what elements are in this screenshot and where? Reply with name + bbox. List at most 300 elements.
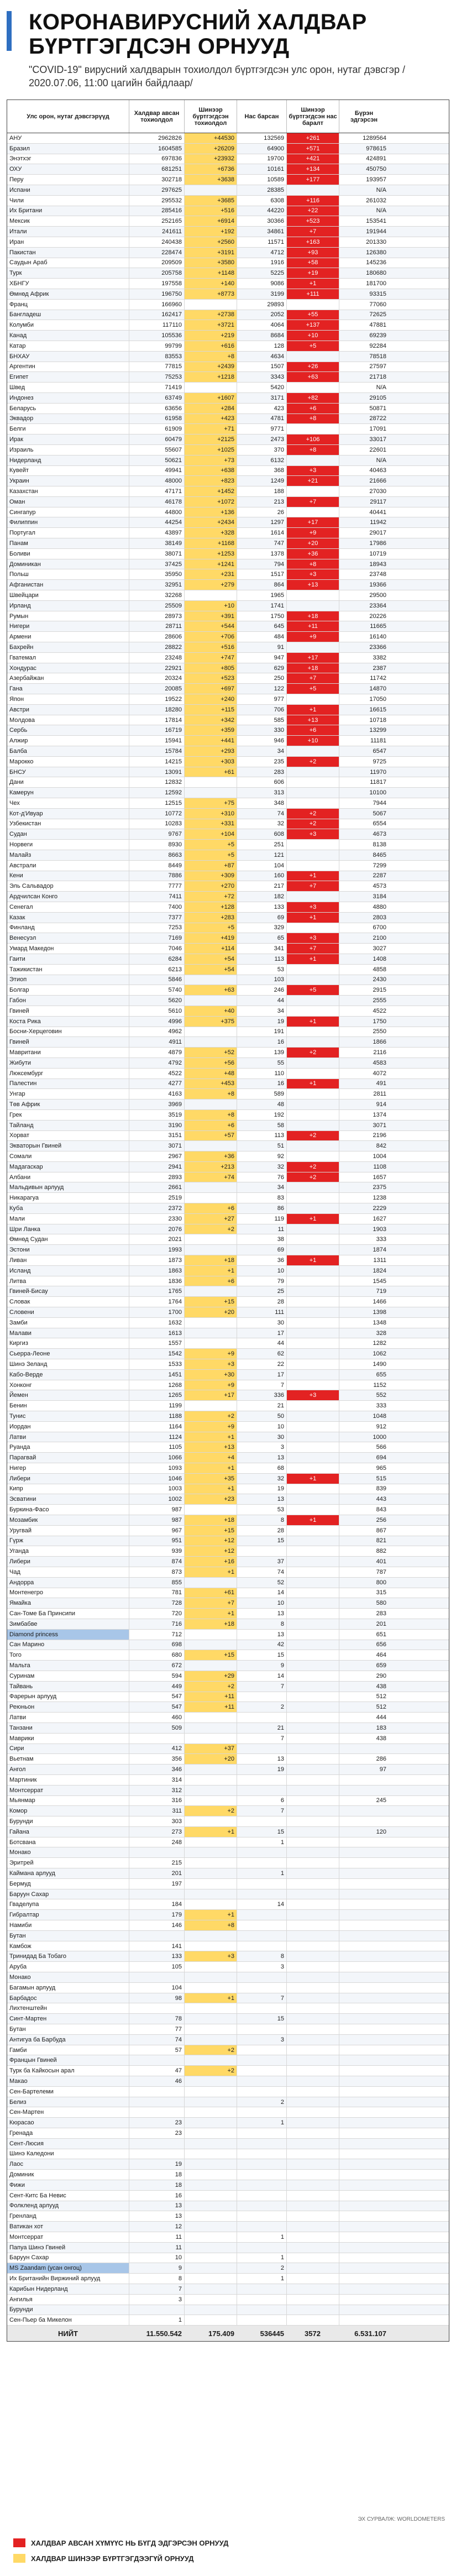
new-deaths-cell xyxy=(286,2097,339,2107)
cases-cell: 1632 xyxy=(129,1318,184,1328)
new-cases-cell xyxy=(184,1899,237,1909)
table-row xyxy=(7,237,449,248)
cases-cell: 346 xyxy=(129,1765,184,1774)
new-cases-cell: +303 xyxy=(184,757,237,767)
cases-cell: 781 xyxy=(129,1588,184,1598)
new-deaths-cell: +1 xyxy=(286,1474,339,1484)
table-row xyxy=(7,757,449,767)
recovered-cell: 512 xyxy=(339,1692,389,1702)
new-deaths-cell xyxy=(286,1442,339,1452)
new-cases-cell xyxy=(184,2024,237,2034)
new-cases-cell xyxy=(184,1401,237,1411)
cases-cell: 1268 xyxy=(129,1380,184,1390)
deaths-cell: 191 xyxy=(237,1027,286,1037)
new-cases-cell: +15 xyxy=(184,1526,237,1536)
table-row xyxy=(7,663,449,674)
new-cases-cell: +219 xyxy=(184,331,237,341)
new-cases-cell: +2434 xyxy=(184,517,237,527)
country-cell: Каймана арлууд xyxy=(9,1870,55,1877)
recovered-cell: 201330 xyxy=(339,237,389,247)
table-row xyxy=(7,320,449,331)
recovered-cell: 424891 xyxy=(339,154,389,164)
table-row xyxy=(7,1858,449,1868)
new-cases-cell: +2738 xyxy=(184,310,237,320)
cases-cell: 1093 xyxy=(129,1463,184,1473)
table-row xyxy=(7,621,449,632)
new-deaths-cell: +20 xyxy=(286,538,339,548)
cases-cell: 1105 xyxy=(129,1442,184,1452)
new-cases-cell: +310 xyxy=(184,809,237,819)
header-deaths: Нас барсан xyxy=(237,100,286,133)
new-cases-cell xyxy=(184,2139,237,2149)
cases-cell: 697836 xyxy=(129,154,184,164)
new-deaths-cell: +10 xyxy=(286,736,339,746)
new-cases-cell: +328 xyxy=(184,528,237,538)
country-cell: Чили xyxy=(9,197,24,204)
new-cases-cell xyxy=(184,2035,237,2045)
deaths-cell: 48 xyxy=(237,1099,286,1109)
new-cases-cell xyxy=(184,1037,237,1047)
new-cases-cell xyxy=(184,1765,237,1774)
country-cell: Дани xyxy=(9,779,24,786)
cases-cell xyxy=(129,2139,184,2149)
new-deaths-cell xyxy=(286,1546,339,1556)
new-cases-cell: +72 xyxy=(184,892,237,902)
new-deaths-cell: +2 xyxy=(286,819,339,829)
country-cell: Канад xyxy=(9,332,27,339)
total-new-deaths: 3572 xyxy=(305,2329,321,2338)
deaths-cell: 53 xyxy=(237,1505,286,1515)
new-deaths-cell xyxy=(286,1702,339,1712)
cases-cell: 141 xyxy=(129,1941,184,1951)
new-deaths-cell xyxy=(286,1920,339,1930)
cases-cell: 28973 xyxy=(129,611,184,621)
recovered-cell: 47881 xyxy=(339,320,389,330)
new-deaths-cell: +5 xyxy=(286,341,339,351)
table-row xyxy=(7,1151,449,1162)
recovered-cell: 1490 xyxy=(339,1359,389,1369)
new-deaths-cell: +17 xyxy=(286,653,339,663)
table-row xyxy=(7,1276,449,1287)
deaths-cell: 2052 xyxy=(237,310,286,320)
table-row xyxy=(7,1266,449,1276)
table-row xyxy=(7,684,449,694)
country-cell: БНСУ xyxy=(9,768,26,776)
cases-cell: 285416 xyxy=(129,206,184,216)
cases-cell: 1700 xyxy=(129,1307,184,1317)
new-deaths-cell xyxy=(286,1972,339,1982)
cases-cell: 10 xyxy=(129,2253,184,2263)
country-cell: Ямайка xyxy=(9,1600,31,1607)
new-deaths-cell xyxy=(286,2128,339,2138)
cases-cell: 20324 xyxy=(129,673,184,683)
cases-cell: 939 xyxy=(129,1546,184,1556)
recovered-cell: 72625 xyxy=(339,310,389,320)
cases-cell: 99799 xyxy=(129,341,184,351)
deaths-cell xyxy=(237,2243,286,2253)
new-deaths-cell xyxy=(286,1328,339,1338)
new-cases-cell: +74 xyxy=(184,1172,237,1182)
deaths-cell xyxy=(237,2149,286,2159)
header-recovered: Бүрэн эдгэрсэн xyxy=(339,100,389,133)
deaths-cell: 28385 xyxy=(237,185,286,195)
recovered-cell xyxy=(339,2232,389,2242)
new-deaths-cell xyxy=(286,923,339,933)
new-cases-cell: +240 xyxy=(184,694,237,704)
country-cell: Карибын Нидерланд xyxy=(9,2285,68,2292)
deaths-cell: 368 xyxy=(237,466,286,476)
table-row xyxy=(7,2045,449,2056)
country-cell: Панам xyxy=(9,540,28,547)
country-cell: Гренада xyxy=(9,2129,33,2137)
table-row xyxy=(7,1328,449,1339)
legend-item-red xyxy=(13,2538,228,2547)
new-deaths-cell xyxy=(286,2191,339,2201)
deaths-cell: 1614 xyxy=(237,528,286,538)
table-row xyxy=(7,154,449,165)
cases-cell: 312 xyxy=(129,1786,184,1795)
recovered-cell: N/A xyxy=(339,455,389,465)
new-cases-cell xyxy=(184,1505,237,1515)
recovered-cell xyxy=(339,2118,389,2128)
new-deaths-cell: +2 xyxy=(286,1131,339,1141)
deaths-cell: 19 xyxy=(237,1017,286,1027)
table-row xyxy=(7,1338,449,1349)
deaths-cell: 38 xyxy=(237,1234,286,1244)
new-cases-cell: +8 xyxy=(184,352,237,362)
new-deaths-cell xyxy=(286,1827,339,1837)
table-row xyxy=(7,2274,449,2284)
new-deaths-cell: +9 xyxy=(286,528,339,538)
new-deaths-cell xyxy=(286,2076,339,2086)
new-cases-cell xyxy=(184,2243,237,2253)
deaths-cell: 3343 xyxy=(237,372,286,382)
new-deaths-cell: +18 xyxy=(286,663,339,673)
country-cell: Шинэ Каледони xyxy=(9,2150,54,2158)
deaths-cell: 13 xyxy=(237,1754,286,1764)
cases-cell: 16719 xyxy=(129,725,184,735)
new-deaths-cell: +19 xyxy=(286,268,339,278)
country-cell: Шри Ланка xyxy=(9,1226,40,1233)
table-row xyxy=(7,705,449,715)
country-cell: Босни-Херцеговин xyxy=(9,1028,62,1035)
recovered-cell: 4880 xyxy=(339,902,389,912)
deaths-cell: 110 xyxy=(237,1069,286,1078)
deaths-cell: 34 xyxy=(237,1006,286,1016)
new-cases-cell: +283 xyxy=(184,913,237,923)
recovered-cell xyxy=(339,2035,389,2045)
deaths-cell: 30 xyxy=(237,1318,286,1328)
country-cell: Австри xyxy=(9,706,29,713)
new-deaths-cell xyxy=(286,2211,339,2221)
recovered-cell xyxy=(339,1816,389,1826)
cases-table xyxy=(7,100,449,2342)
country-cell: Гибралтар xyxy=(9,1912,39,1919)
new-deaths-cell xyxy=(286,2045,339,2055)
recovered-cell: 14870 xyxy=(339,684,389,694)
deaths-cell: 21 xyxy=(237,1723,286,1733)
table-row xyxy=(7,2232,449,2243)
table-row xyxy=(7,2097,449,2108)
deaths-cell: 3199 xyxy=(237,289,286,299)
header-country: Улс орон, нутаг дэвсгэрүүд xyxy=(27,113,109,120)
cases-cell: 61909 xyxy=(129,424,184,434)
table-row xyxy=(7,528,449,538)
new-cases-cell xyxy=(184,1027,237,1037)
recovered-cell xyxy=(339,2159,389,2169)
recovered-cell: 19366 xyxy=(339,580,389,590)
table-row xyxy=(7,1203,449,1214)
cases-cell: 4996 xyxy=(129,1017,184,1027)
deaths-cell: 15 xyxy=(237,1827,286,1837)
cases-cell: 12592 xyxy=(129,788,184,798)
new-deaths-cell: +21 xyxy=(286,476,339,486)
new-deaths-cell: +3 xyxy=(286,902,339,912)
deaths-cell: 32 xyxy=(237,1162,286,1172)
country-cell: Суринам xyxy=(9,1672,35,1679)
new-cases-cell: +6 xyxy=(184,1276,237,1286)
country-cell: Того xyxy=(9,1652,22,1659)
country-cell: Алжир xyxy=(9,737,28,745)
table-row xyxy=(7,497,449,507)
new-deaths-cell xyxy=(286,777,339,787)
country-cell: Ангилья xyxy=(9,2296,33,2303)
recovered-cell: 33017 xyxy=(339,434,389,444)
deaths-cell: 747 xyxy=(237,538,286,548)
country-cell: Шинэ Зеланд xyxy=(9,1360,48,1368)
country-cell: Тунис xyxy=(9,1412,26,1420)
new-cases-cell xyxy=(184,1983,237,1993)
table-row xyxy=(7,1037,449,1048)
table-row xyxy=(7,216,449,227)
deaths-cell: 1 xyxy=(237,2274,286,2284)
new-cases-cell xyxy=(184,1723,237,1733)
recovered-cell xyxy=(339,2263,389,2273)
table-row xyxy=(7,746,449,757)
deaths-cell: 34 xyxy=(237,746,286,756)
new-cases-cell xyxy=(184,1578,237,1588)
recovered-cell xyxy=(339,2222,389,2232)
table-row xyxy=(7,2295,449,2305)
new-cases-cell xyxy=(184,1193,237,1203)
country-cell: Казахстан xyxy=(9,488,38,495)
cases-cell: 9767 xyxy=(129,829,184,839)
recovered-cell: 69239 xyxy=(339,331,389,341)
country-cell: Нидерланд xyxy=(9,457,41,464)
new-deaths-cell xyxy=(286,352,339,362)
new-deaths-cell xyxy=(286,1692,339,1702)
deaths-cell xyxy=(237,2055,286,2065)
country-cell: Венесуэл xyxy=(9,935,36,942)
new-cases-cell: +2 xyxy=(184,1682,237,1692)
recovered-cell: 93315 xyxy=(339,289,389,299)
new-deaths-cell xyxy=(286,2159,339,2169)
cases-cell: 1836 xyxy=(129,1276,184,1286)
country-cell: Буркина-Фасо xyxy=(9,1506,49,1514)
new-deaths-cell: +26 xyxy=(286,362,339,372)
recovered-cell: 1062 xyxy=(339,1349,389,1359)
table-row xyxy=(7,538,449,549)
new-cases-cell: +8 xyxy=(184,1110,237,1120)
country-cell: Аруба xyxy=(9,1964,27,1971)
new-cases-cell: +63 xyxy=(184,985,237,995)
cases-cell: 60479 xyxy=(129,434,184,444)
table-row xyxy=(7,1494,449,1505)
table-row xyxy=(7,1141,449,1151)
new-cases-cell xyxy=(184,2284,237,2294)
new-cases-cell xyxy=(184,2014,237,2024)
cases-cell: 75253 xyxy=(129,372,184,382)
country-cell: Итали xyxy=(9,228,27,235)
country-cell: Тажикистан xyxy=(9,966,43,973)
new-cases-cell: +7 xyxy=(184,1598,237,1608)
deaths-cell: 4712 xyxy=(237,248,286,258)
new-cases-cell: +3685 xyxy=(184,196,237,206)
table-row xyxy=(7,341,449,352)
new-deaths-cell xyxy=(286,1962,339,1972)
recovered-cell xyxy=(339,2305,389,2315)
new-cases-cell xyxy=(184,1786,237,1795)
recovered-cell xyxy=(339,1744,389,1754)
table-row xyxy=(7,1224,449,1235)
country-cell: Франц xyxy=(9,301,28,308)
cases-cell: 105536 xyxy=(129,331,184,341)
new-cases-cell xyxy=(184,2201,237,2211)
country-cell: Гүрж xyxy=(9,1537,23,1544)
table-row xyxy=(7,1868,449,1879)
new-deaths-cell xyxy=(286,1868,339,1878)
new-deaths-cell xyxy=(286,2284,339,2294)
table-row xyxy=(7,331,449,341)
new-cases-cell xyxy=(184,1931,237,1941)
new-cases-cell: +114 xyxy=(184,944,237,954)
deaths-cell xyxy=(237,1546,286,1556)
deaths-cell: 1741 xyxy=(237,601,286,611)
recovered-cell xyxy=(339,1993,389,2003)
country-cell: Өмнөд Африк xyxy=(9,290,49,297)
new-deaths-cell xyxy=(286,1931,339,1941)
recovered-cell xyxy=(339,1858,389,1868)
country-cell: Белги xyxy=(9,426,26,433)
recovered-cell xyxy=(339,2170,389,2180)
deaths-cell xyxy=(237,1713,286,1722)
cases-cell: 215 xyxy=(129,1858,184,1868)
deaths-cell: 8 xyxy=(237,1619,286,1629)
country-cell: Кипр xyxy=(9,1485,23,1493)
deaths-cell: 423 xyxy=(237,404,286,413)
new-cases-cell: +3580 xyxy=(184,258,237,268)
cases-cell: 71419 xyxy=(129,383,184,392)
table-row xyxy=(7,1110,449,1121)
deaths-cell: 629 xyxy=(237,663,286,673)
cases-cell: 61958 xyxy=(129,414,184,424)
recovered-cell: 40441 xyxy=(339,507,389,517)
new-cases-cell: +1072 xyxy=(184,497,237,507)
new-deaths-cell xyxy=(286,767,339,777)
deaths-cell: 104 xyxy=(237,861,286,871)
cases-cell: 698 xyxy=(129,1640,184,1650)
deaths-cell: 13 xyxy=(237,1494,286,1504)
recovered-cell: 10100 xyxy=(339,788,389,798)
recovered-cell: 443 xyxy=(339,1494,389,1504)
country-cell: Малайз xyxy=(9,851,32,858)
country-cell: Доминикан xyxy=(9,561,41,568)
total-recovered: 6.531.107 xyxy=(354,2329,386,2338)
cases-cell: 77 xyxy=(129,2024,184,2034)
cases-cell: 1993 xyxy=(129,1245,184,1255)
recovered-cell: 333 xyxy=(339,1234,389,1244)
deaths-cell: 68 xyxy=(237,1463,286,1473)
new-cases-cell: +52 xyxy=(184,1048,237,1057)
recovered-cell: 2287 xyxy=(339,871,389,881)
new-deaths-cell xyxy=(286,1526,339,1536)
recovered-cell: N/A xyxy=(339,383,389,392)
cases-cell: 57 xyxy=(129,2045,184,2055)
country-cell: Йемен xyxy=(9,1392,28,1399)
country-cell: Сан Марино xyxy=(9,1641,45,1648)
cases-cell: 987 xyxy=(129,1515,184,1525)
cases-cell: 314 xyxy=(129,1775,184,1785)
deaths-cell xyxy=(237,2315,286,2325)
recovered-cell xyxy=(339,2066,389,2076)
cases-cell: 2372 xyxy=(129,1203,184,1213)
country-cell: Узбекистан xyxy=(9,820,41,828)
table-row xyxy=(7,1754,449,1765)
new-deaths-cell: +5 xyxy=(286,684,339,694)
country-cell: Танзани xyxy=(9,1724,33,1731)
table-row xyxy=(7,1048,449,1058)
new-cases-cell: +6 xyxy=(184,1203,237,1213)
cases-cell: 10772 xyxy=(129,809,184,819)
new-deaths-cell xyxy=(286,2118,339,2128)
new-cases-cell: +2125 xyxy=(184,434,237,444)
cases-cell: 6284 xyxy=(129,954,184,964)
cases-cell: 44254 xyxy=(129,517,184,527)
deaths-cell xyxy=(237,2045,286,2055)
deaths-cell: 111 xyxy=(237,1307,286,1317)
table-row xyxy=(7,1162,449,1172)
new-cases-cell xyxy=(184,300,237,310)
new-cases-cell: +10 xyxy=(184,601,237,611)
recovered-cell xyxy=(339,2284,389,2294)
new-deaths-cell xyxy=(286,1858,339,1868)
recovered-cell xyxy=(339,2191,389,2201)
recovered-cell: 10719 xyxy=(339,549,389,559)
deaths-cell: 19700 xyxy=(237,154,286,164)
new-deaths-cell xyxy=(286,1557,339,1567)
deaths-cell: 26 xyxy=(237,507,286,517)
new-cases-cell: +1241 xyxy=(184,559,237,569)
recovered-cell xyxy=(339,2128,389,2138)
new-cases-cell: +616 xyxy=(184,341,237,351)
cases-cell: 13 xyxy=(129,2201,184,2211)
cases-cell: 1533 xyxy=(129,1359,184,1369)
table-row xyxy=(7,1349,449,1359)
new-cases-cell: +15 xyxy=(184,1297,237,1307)
deaths-cell: 9086 xyxy=(237,279,286,289)
recovered-cell xyxy=(339,1910,389,1920)
new-cases-cell: +136 xyxy=(184,507,237,517)
new-cases-cell: +56 xyxy=(184,1058,237,1068)
cases-cell: 1 xyxy=(129,2315,184,2325)
new-cases-cell: +18 xyxy=(184,1619,237,1629)
recovered-cell: 4858 xyxy=(339,965,389,975)
cases-cell: 594 xyxy=(129,1671,184,1681)
recovered-cell: 22601 xyxy=(339,445,389,455)
cases-cell: 117110 xyxy=(129,320,184,330)
table-row xyxy=(7,1401,449,1411)
new-cases-cell: +3721 xyxy=(184,320,237,330)
